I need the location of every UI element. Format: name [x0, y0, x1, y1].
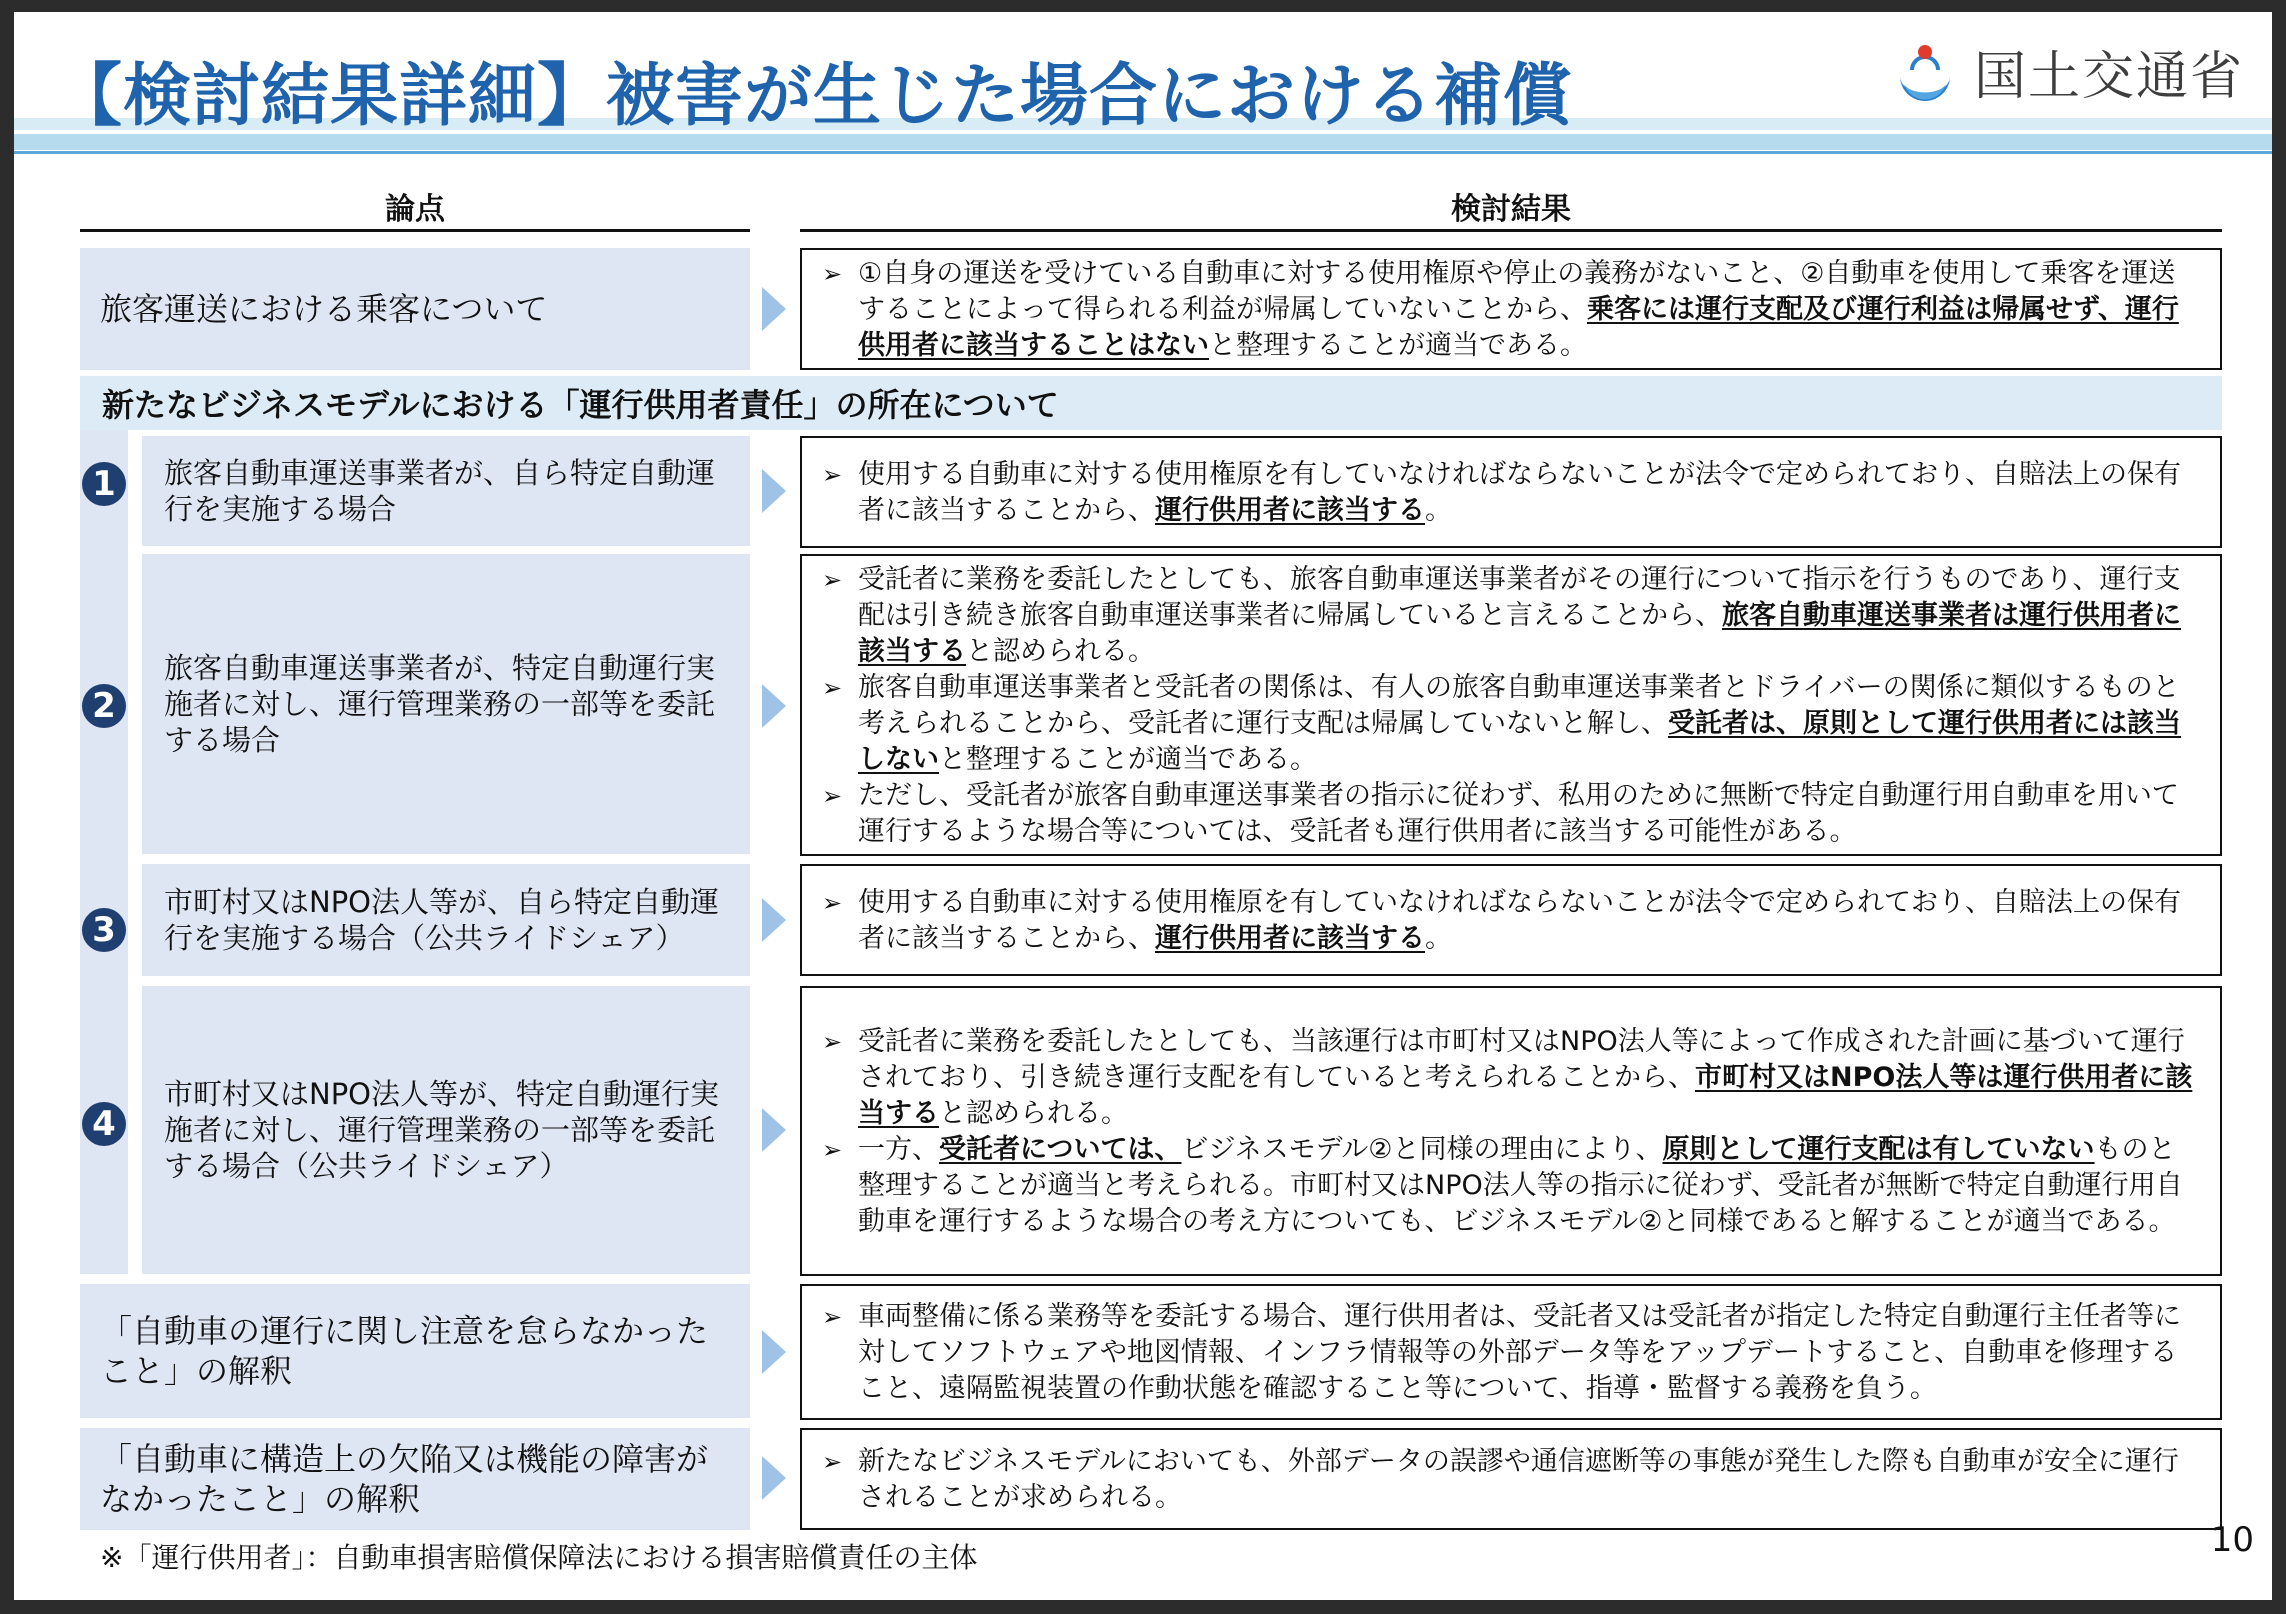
- point-text: 「自動車の運行に関し注意を怠らなかったこと」の解釈: [100, 1312, 709, 1390]
- point-text: 「自動車に構造上の欠陥又は機能の障害がなかったこと」の解釈: [100, 1440, 709, 1518]
- column-header-point: 論点: [385, 192, 445, 227]
- point-text: 市町村又はNPO法人等が、特定自動運行実施者に対し、運行管理業務の一部等を委託する場合（公共ライドシェア）: [164, 1076, 720, 1184]
- section-frame: [80, 430, 128, 1274]
- slide: [14, 12, 2272, 1600]
- section-bar: [80, 376, 2222, 430]
- bullet-text: と認められる。: [939, 1098, 1128, 1129]
- result-bullet: [820, 885, 2202, 957]
- arrow-right-icon: [762, 684, 786, 728]
- bullet-text: 使用する自動車に対する使用権原を有していなければならないことが法令で定められており、自賠法上の保有者に該当することから、: [858, 459, 2181, 526]
- bullet-text: ビジネスモデル②と同様の理由により、: [1181, 1134, 1663, 1165]
- point-box: [142, 436, 750, 546]
- arrow-right-icon: [762, 469, 786, 513]
- point-text: 市町村又はNPO法人等が、自ら特定自動運行を実施する場合（公共ライドシェア）: [164, 884, 720, 955]
- bullet-text: と整理することが適当である。: [939, 744, 1317, 775]
- point-box: [80, 1284, 750, 1418]
- point-text: 旅客自動車運送事業者が、特定自動運行実施者に対し、運行管理業務の一部等を委託する場合: [164, 650, 716, 758]
- arrow-right-icon: [762, 898, 786, 942]
- point-box: [142, 986, 750, 1274]
- result-box: [800, 986, 2222, 1276]
- arrow-right-icon: [762, 1456, 786, 1500]
- result-box: [800, 248, 2222, 370]
- result-box: [800, 1428, 2222, 1530]
- bullet-text: 。: [1425, 495, 1452, 526]
- column-header-result: 検討結果: [1451, 192, 1571, 227]
- bullet-text: ただし、受託者が旅客自動車運送事業者の指示に従わず、私用のために無断で特定自動運行用自動車を用いて運行するような場合等については、受託者も運行供用者に該当する可能性がある。: [858, 780, 2179, 847]
- emphasized-text: 受託者は、原則として運行供用者には該当しない: [858, 708, 2181, 775]
- number-4-icon: 4: [82, 1102, 126, 1146]
- bullet-text: 使用する自動車に対する使用権原を有していなければならないことが法令で定められており、自賠法上の保有者に該当することから、: [858, 887, 2181, 954]
- result-bullet: [820, 778, 2202, 850]
- point-box: [80, 248, 750, 370]
- arrow-right-icon: [762, 1330, 786, 1374]
- bullet-text: 受託者に業務を委託したとしても、当該運行は市町村又はNPO法人等によって作成された計画に基づいて運行されており、引き続き運行支配を有していると考えられることから、: [858, 1026, 2185, 1093]
- bullet-text: と認められる。: [966, 636, 1155, 667]
- result-bullet: [820, 256, 2202, 364]
- bullet-text: 新たなビジネスモデルにおいても、外部データの誤謬や通信遮断等の事態が発生した際も自動車が安全に運行されることが求められる。: [858, 1446, 2179, 1513]
- arrow-right-icon: [762, 1108, 786, 1152]
- emphasized-text: 旅客自動車運送事業者は運行供用者に該当する: [858, 600, 2181, 667]
- point-box: [142, 554, 750, 854]
- section-title: 新たなビジネスモデルにおける「運行供用者責任」の所在について: [102, 386, 1059, 424]
- bullet-text: 受託者に業務を委託したとしても、旅客自動車運送事業者がその運行について指示を行うものであり、運行支配は引き続き旅客自動車運送事業者に帰属していると言えることから、: [858, 564, 2181, 631]
- result-bullet: [820, 1299, 2202, 1407]
- emphasized-text: 乗客には運行支配及び運行利益は帰属せず、運行供用者に該当することはない: [858, 294, 2179, 361]
- bullet-text: 旅客自動車運送事業者と受託者の関係は、有人の旅客自動車運送事業者とドライバーの関係に類似するものと考えられることから、受託者に運行支配は帰属していないと解し、: [858, 672, 2180, 739]
- point-text: 旅客運送における乗客について: [100, 290, 548, 328]
- ministry-logo-icon: [1890, 40, 1960, 110]
- result-bullet: [820, 1024, 2202, 1132]
- page-title: 【検討結果詳細】被害が生じた場合における補償: [54, 57, 1573, 136]
- result-box: [800, 436, 2222, 548]
- result-bullet: [820, 1132, 2202, 1240]
- bullet-text: 。: [1425, 923, 1452, 954]
- result-box: [800, 554, 2222, 856]
- bullet-text: と整理することが適当である。: [1209, 330, 1587, 361]
- arrow-right-icon: [762, 287, 786, 331]
- result-bullet: [820, 457, 2202, 529]
- bullet-text: 一方、: [858, 1134, 939, 1165]
- number-3-icon: 3: [82, 908, 126, 952]
- emphasized-text: 受託者については、: [939, 1134, 1182, 1165]
- footnote: ※「運行供用者」：自動車損害賠償保障法における損害賠償責任の主体: [100, 1541, 978, 1574]
- number-2-icon: 2: [82, 684, 126, 728]
- result-box: [800, 864, 2222, 976]
- page-number: 10: [2210, 1520, 2254, 1560]
- bullet-text: ものと整理することが適当と考えられる。市町村又はNPO法人等の指示に従わず、受託者が無断で特定自動運行用自動車を運行するような場合の考え方についても、ビジネスモデル②と同様であると解することが適当である。: [858, 1134, 2183, 1237]
- emphasized-text: 運行供用者に該当する: [1155, 923, 1425, 954]
- point-box: [142, 864, 750, 976]
- number-1-icon: 1: [82, 462, 126, 506]
- bullet-text: 車両整備に係る業務等を委託する場合、運行供用者は、受託者又は受託者が指定した特定自動運行主任者等に対してソフトウェアや地図情報、インフラ情報等の外部データ等をアップデートすること、自動車を修理すること、遠隔監視装置の作動状態を確認すること等について、指導・監督する義務を負う。: [858, 1301, 2181, 1404]
- emphasized-text: 原則として運行支配は有していない: [1662, 1134, 2095, 1165]
- bullet-text: ①自身の運送を受けている自動車に対する使用権原や停止の義務がないこと、②自動車を使用して乗客を運送することによって得られる利益が帰属していないことから、: [858, 258, 2176, 325]
- result-box: [800, 1284, 2222, 1420]
- point-text: 旅客自動車運送事業者が、自ら特定自動運行を実施する場合: [164, 455, 716, 526]
- result-bullet: [820, 670, 2202, 778]
- point-box: [80, 1428, 750, 1530]
- column-header-rule: [800, 229, 2222, 232]
- column-header-rule: [80, 229, 750, 232]
- result-bullet: [820, 1444, 2202, 1516]
- result-bullet: [820, 562, 2202, 670]
- emphasized-text: 運行供用者に該当する: [1155, 495, 1425, 526]
- emphasized-text: 市町村又はNPO法人等は運行供用者に該当する: [858, 1062, 2193, 1129]
- ministry-name: 国土交通省: [1974, 47, 2245, 107]
